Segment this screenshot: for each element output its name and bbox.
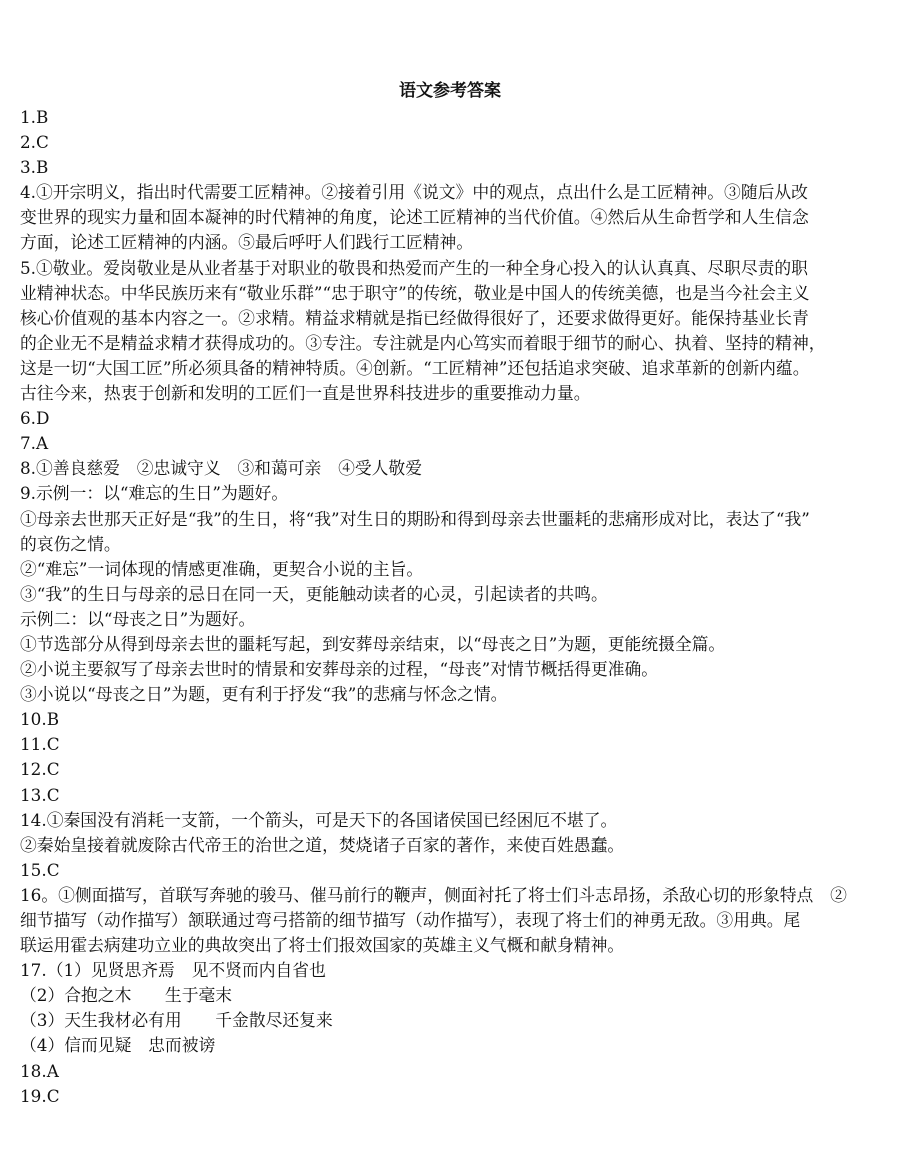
answer-line: 16。①侧面描写，首联写奔驰的骏马、催马前行的鞭声，侧面衬托了将士们斗志昂扬，杀敌心切的形象特点 ② <box>20 884 847 905</box>
answer-line: 19.C <box>20 1085 60 1106</box>
answer-line: 18.A <box>20 1060 59 1081</box>
page-title: 语文参考答案 <box>399 81 501 101</box>
answer-line: （4）信而见疑 忠而被谤 <box>20 1035 216 1056</box>
answer-line: 17.（1）见贤思齐焉 见不贤而内自省也 <box>20 960 326 981</box>
answer-line: 变世界的现实力量和固本凝神的时代精神的角度，论述工匠精神的当代价值。④然后从生命哲学和人生信念 <box>20 207 809 228</box>
answer-line: 2.C <box>20 132 49 153</box>
answer-line: 示例二：以“母丧之日”为题好。 <box>20 608 256 629</box>
answer-line: 9.示例一：以“难忘的生日”为题好。 <box>20 483 289 504</box>
answer-line: 的企业无不是精益求精才获得成功的。③专注。专注就是内心笃实而着眼于细节的耐心、执着、坚持的精神， <box>20 332 826 353</box>
answer-line: ②“难忘”一词体现的情感更准确，更契合小说的主旨。 <box>20 558 424 579</box>
answer-line: 6.D <box>20 408 50 429</box>
answer-lines <box>20 105 880 1109</box>
answer-line: 5.①敬业。爱岗敬业是从业者基于对职业的敬畏和热爱而产生的一种全身心投入的认认真真、尽职尽责的职 <box>20 257 808 278</box>
answer-line: 3.B <box>20 157 49 178</box>
answer-line: ③小说以“母丧之日”为题，更有利于抒发“我”的悲痛与怀念之情。 <box>20 684 508 705</box>
answer-line: 古往今来，热衷于创新和发明的工匠们一直是世界科技进步的重要推动力量。 <box>20 383 591 404</box>
answer-line: 12.C <box>20 759 60 780</box>
answer-line: 联运用霍去病建功立业的典故突出了将士们报效国家的英雄主义气概和献身精神。 <box>20 935 625 956</box>
answer-line: 这是一切“大国工匠”所必须具备的精神特质。④创新。“工匠精神”还包括追求突破、追求革新的创新内蕴。 <box>20 357 810 378</box>
answer-line: ①母亲去世那天正好是“我”的生日，将“我”对生日的期盼和得到母亲去世噩耗的悲痛形成对比，表达了“我” <box>20 508 810 529</box>
answer-line: ①节选部分从得到母亲去世的噩耗写起，到安葬母亲结束，以“母丧之日”为题，更能统摄全篇。 <box>20 633 726 654</box>
answer-line: 8.①善良慈爱 ②忠诚守义 ③和蔼可亲 ④受人敬爱 <box>20 458 422 479</box>
answer-line: 11.C <box>20 734 60 755</box>
answer-line: ②小说主要叙写了母亲去世时的情景和安葬母亲的过程，“母丧”对情节概括得更准确。 <box>20 659 659 680</box>
answer-line: ③“我”的生日与母亲的忌日在同一天，更能触动读者的心灵，引起读者的共鸣。 <box>20 583 608 604</box>
answer-line: 细节描写（动作描写）颔联通过弯弓搭箭的细节描写（动作描写），表现了将士们的神勇无敌。③用典。尾 <box>20 910 801 930</box>
answer-line: （2）合抱之木 生于毫末 <box>20 985 233 1006</box>
answer-line: 7.A <box>20 433 49 454</box>
answer-line: 方面，论述工匠精神的内涵。⑤最后呼吁人们践行工匠精神。 <box>20 232 474 253</box>
answer-line: 15.C <box>20 859 60 880</box>
answer-line: 14.①秦国没有消耗一支箭，一个箭头，可是天下的各国诸侯国已经困厄不堪了。 <box>20 809 618 830</box>
answer-line: 核心价值观的基本内容之一。②求精。精益求精就是指已经做得很好了，还要求做得更好。能保持基业长青 <box>20 307 809 328</box>
answer-line: 业精神状态。中华民族历来有“敬业乐群”“忠于职守”的传统，敬业是中国人的传统美德，也是当今社会主义 <box>20 282 810 303</box>
answer-line: 13.C <box>20 784 60 805</box>
answer-line: 的哀伤之情。 <box>20 533 121 554</box>
answer-line: 10.B <box>20 709 60 730</box>
answer-line: 4.①开宗明义，指出时代需要工匠精神。②接着引用《说文》中的观点，点出什么是工匠精神。③随后从改 <box>20 182 808 203</box>
answer-line: （3）天生我材必有用 千金散尽还复来 <box>20 1010 333 1031</box>
answer-line: 1.B <box>20 107 49 127</box>
answer-line: ②秦始皇接着就废除古代帝王的治世之道，焚烧诸子百家的著作，来使百姓愚蠢。 <box>20 834 625 855</box>
